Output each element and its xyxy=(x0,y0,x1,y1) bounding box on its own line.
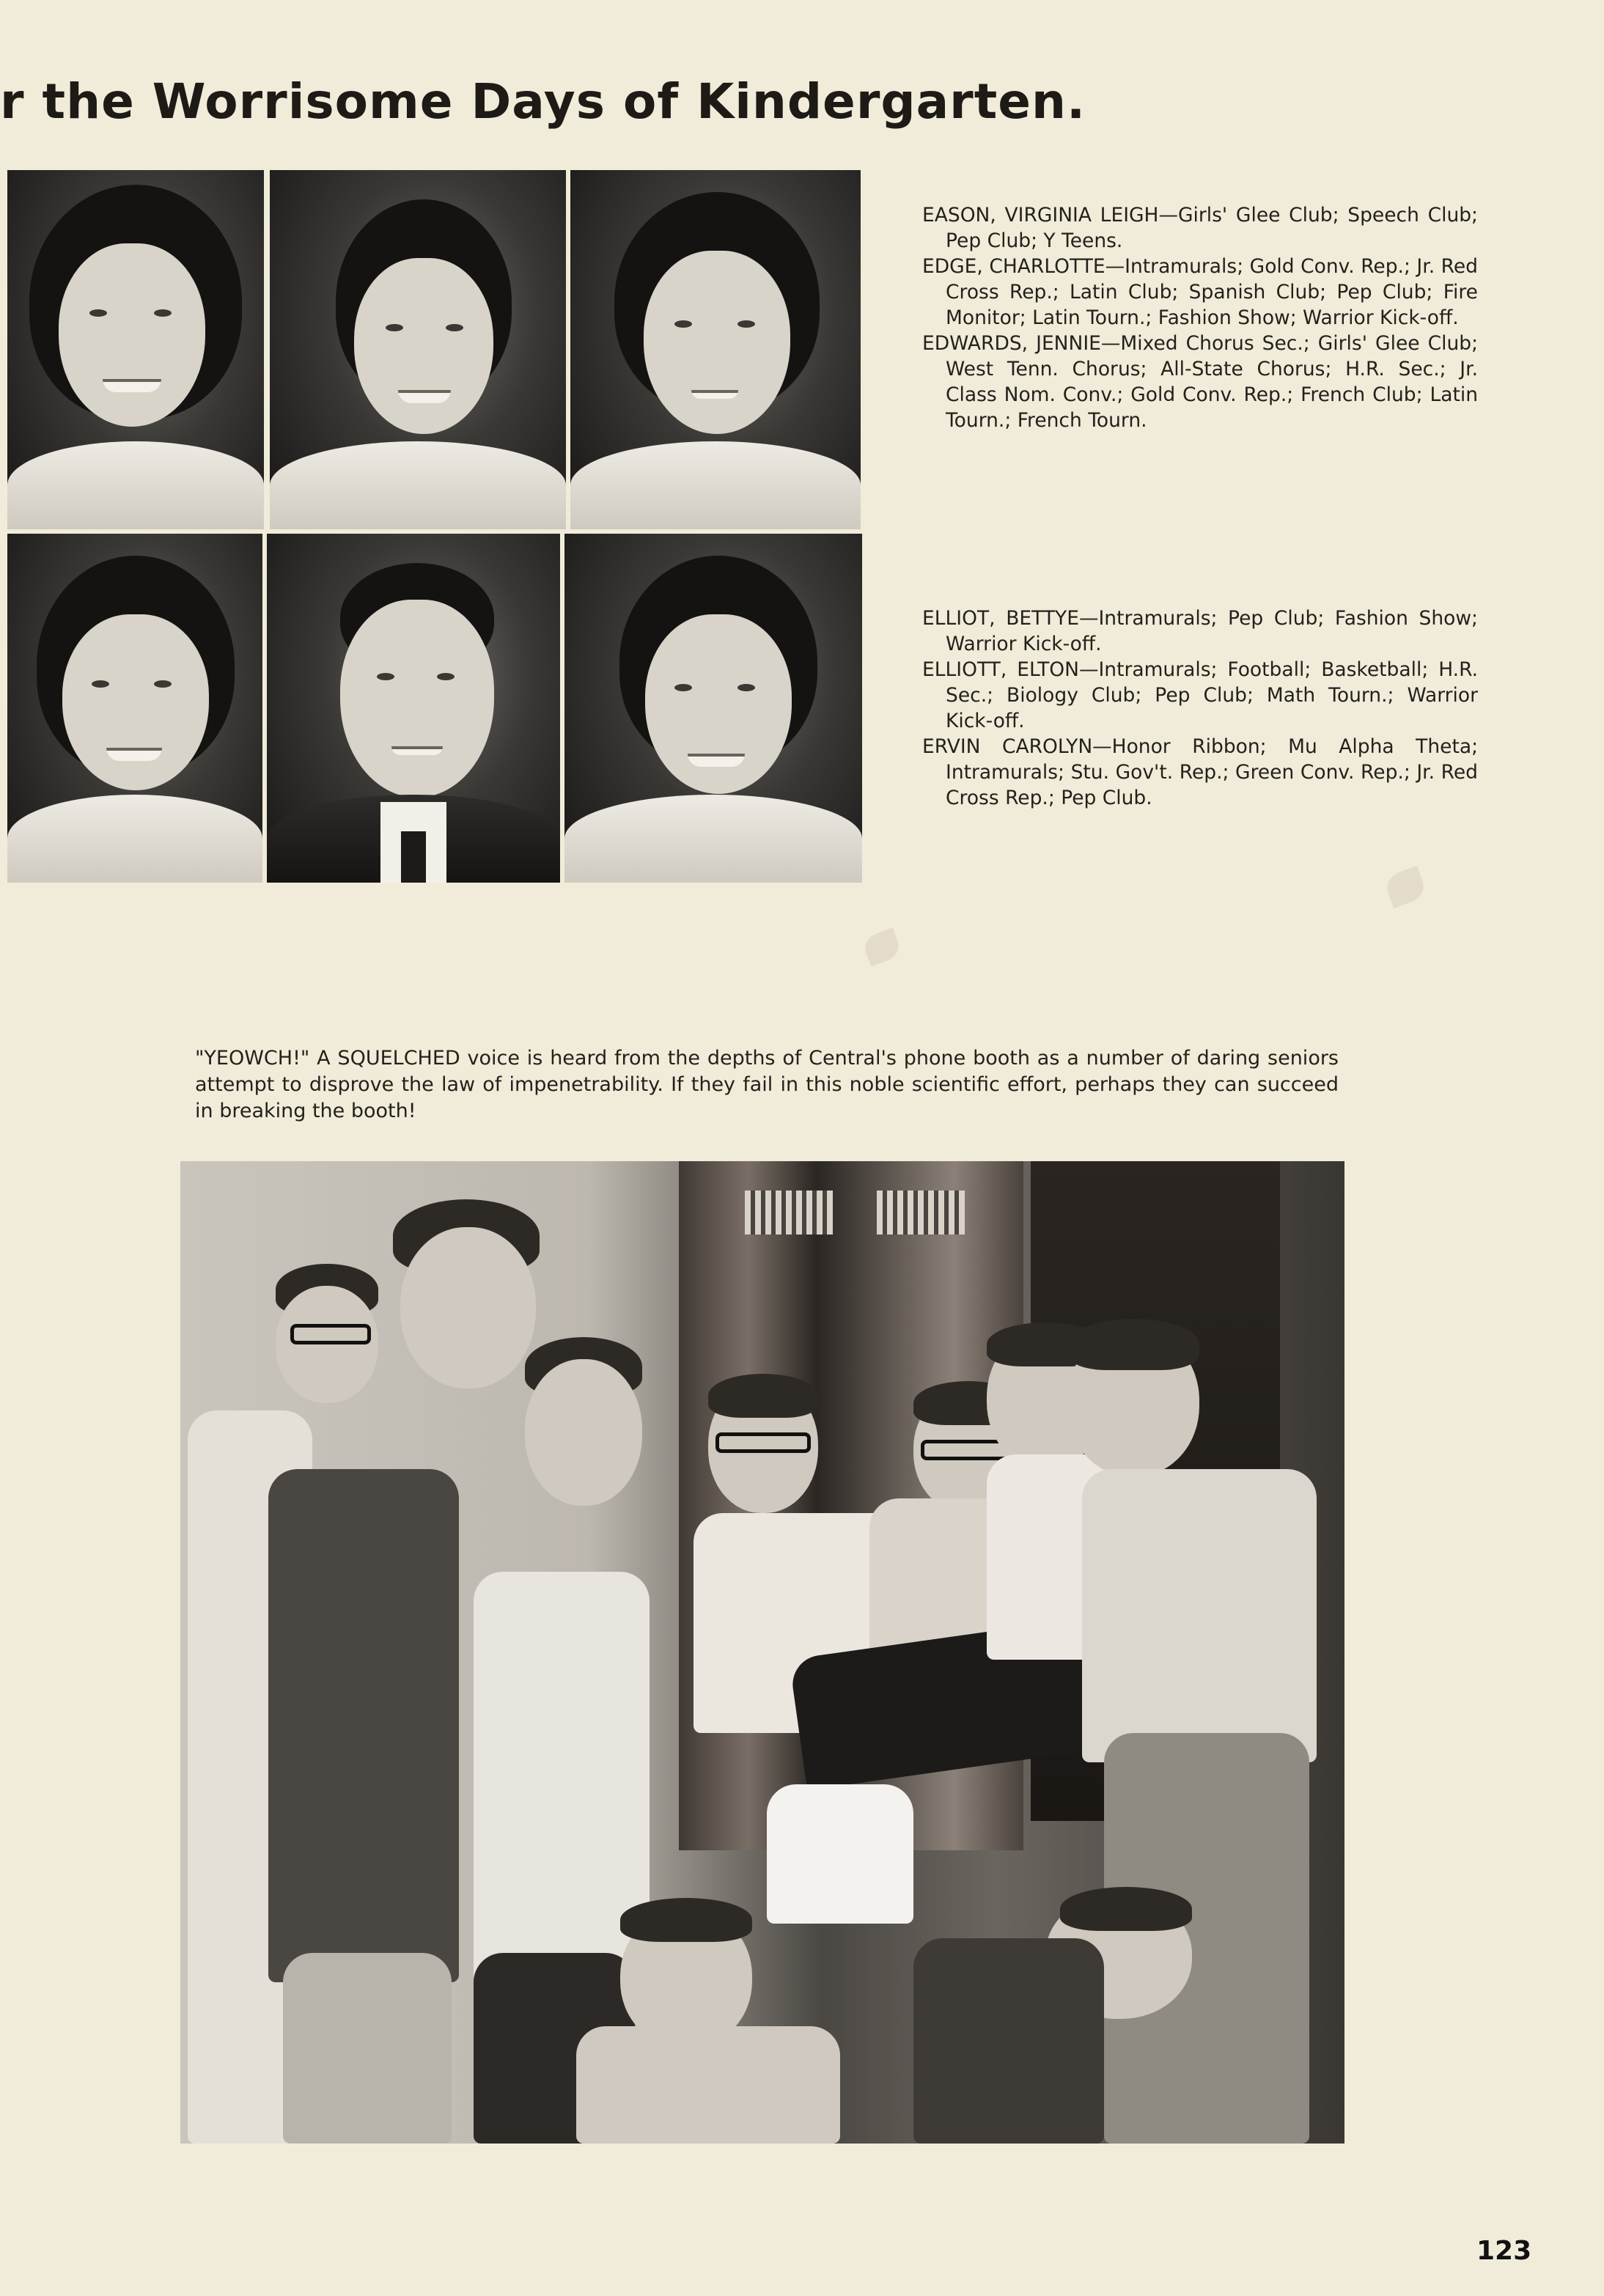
page-number: 123 xyxy=(1476,2236,1532,2266)
page-headline: r the Worrisome Days of Kindergarten. xyxy=(0,73,1086,130)
entry-edge: EDGE, CHARLOTTE—Intramurals; Gold Conv. Rep.; Jr. Red Cross Rep.; Latin Club; Spanish Club; Pep Club; Fire Monitor; Latin Tourn.; Fashion Show; Warrior Kick-off. xyxy=(922,255,1478,329)
entry-edwards: EDWARDS, JENNIE—Mixed Chorus Sec.; Girls' Glee Club; West Tenn. Chorus; All-State Chorus; H.R. Sec.; Jr. Class Nom. Conv.; Gold Conv. Rep.; French Club; Latin Tourn.; French Tourn. xyxy=(922,332,1478,432)
portrait-edwards xyxy=(570,170,861,529)
entry-elliot-bettye: ELLIOT, BETTYE—Intramurals; Pep Club; Fashion Show; Warrior Kick-off. xyxy=(922,607,1478,655)
portrait-elliot-bettye xyxy=(7,534,262,883)
senior-entries-top xyxy=(922,202,1478,433)
portrait-ervin xyxy=(564,534,862,883)
decorative-leaf-mark xyxy=(861,927,903,966)
portrait-elliott-elton xyxy=(267,534,560,883)
portrait-edge xyxy=(270,170,566,529)
senior-entries-bottom xyxy=(922,606,1478,811)
entry-elliott-elton: ELLIOTT, ELTON—Intramurals; Football; Basketball; H.R. Sec.; Biology Club; Pep Club; Math Tourn.; Warrior Kick-off. xyxy=(922,658,1478,732)
phone-booth-group-photo xyxy=(180,1161,1344,2144)
decorative-leaf-mark xyxy=(1383,866,1428,908)
entry-ervin: ERVIN CAROLYN—Honor Ribbon; Mu Alpha Theta; Intramurals; Stu. Gov't. Rep.; Green Conv. Rep.; Jr. Red Cross Rep.; Pep Club. xyxy=(922,735,1478,809)
entry-eason: EASON, VIRGINIA LEIGH—Girls' Glee Club; Speech Club; Pep Club; Y Teens. xyxy=(922,204,1478,252)
photo-caption: "YEOWCH!" A SQUELCHED voice is heard from the depths of Central's phone booth as a number of daring seniors attempt to disprove the law of impenetrability. If they fail in this noble scientific effort, perhaps they can succeed in breaking the booth! xyxy=(195,1047,1339,1122)
portrait-eason xyxy=(7,170,264,529)
